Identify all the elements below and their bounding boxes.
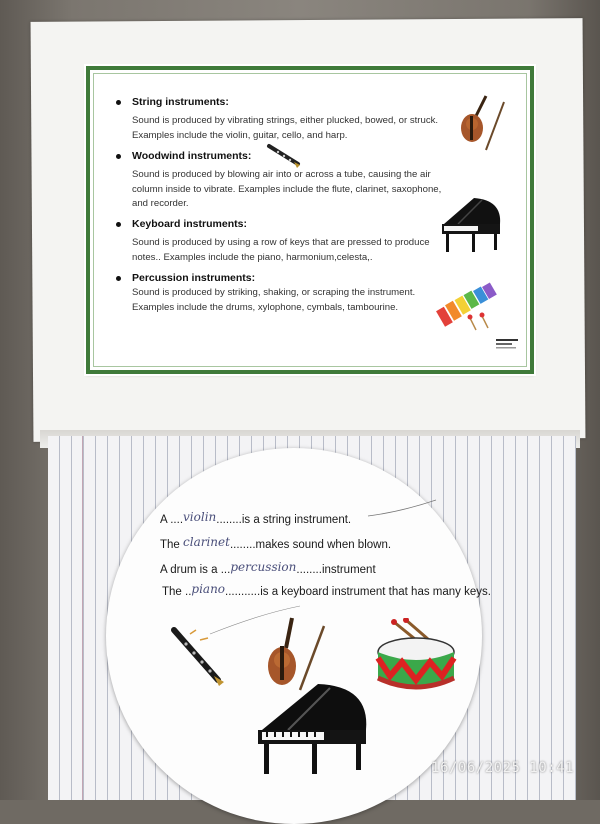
violin-icon [456,94,508,152]
sentence-text: ........makes sound when blown. [229,539,392,551]
topic-description: Sound is produced by using a row of keys that are pressed to produce notes.. Examples include the piano, harmonium,celesta,. [132,237,430,263]
sentence-text: The [160,539,184,551]
sentence-text: ........instrument [296,564,376,576]
grand-piano-icon [438,194,504,256]
bullet [116,222,121,227]
handwritten-answer: piano [191,582,226,596]
sentence-text: A .... [160,514,184,526]
sentence-text: The .. [162,586,192,598]
drum-icon [372,618,464,702]
sentence-text: ........is a string instrument. [216,514,352,526]
clarinet-icon [266,142,302,168]
topic-heading: Keyboard instruments: [132,218,247,230]
xylophone-icon [436,282,502,332]
clarinet-icon [170,626,226,686]
camera-timestamp: 16/06/2025 10:41 [431,760,574,776]
topic-description: Sound is produced by vibrating strings, either plucked, bowed, or struck. Examples include the violin, guitar, cello, and harp. [132,115,439,141]
handwritten-answer: violin [183,510,217,524]
handwritten-answer: percussion [230,560,297,574]
grand-piano-icon [254,678,372,778]
handwritten-answer: clarinet [183,535,230,549]
bullet [116,100,121,105]
topic-description: Sound is produced by striking, shaking, or scraping the instrument. Examples include the drums, xylophone, cymbals, tambourine. [132,287,416,313]
topic-heading: Woodwind instruments: [132,150,252,162]
instrument-types-worksheet [86,66,534,374]
topic-description: Sound is produced by blowing air into or across a tube, causing the air column inside to vibrate. Examples include the flute, clarinet, saxophone, and recorder. [132,169,442,209]
bullet [116,154,121,159]
topic-heading: Percussion instruments: [132,272,256,284]
sentence-text: A drum is a ... [160,564,231,576]
publisher-logo [494,336,520,350]
sentence-text: ...........is a keyboard instrument that has many keys. [225,586,491,598]
topic-heading: String instruments: [132,96,229,108]
bullet [116,276,121,281]
